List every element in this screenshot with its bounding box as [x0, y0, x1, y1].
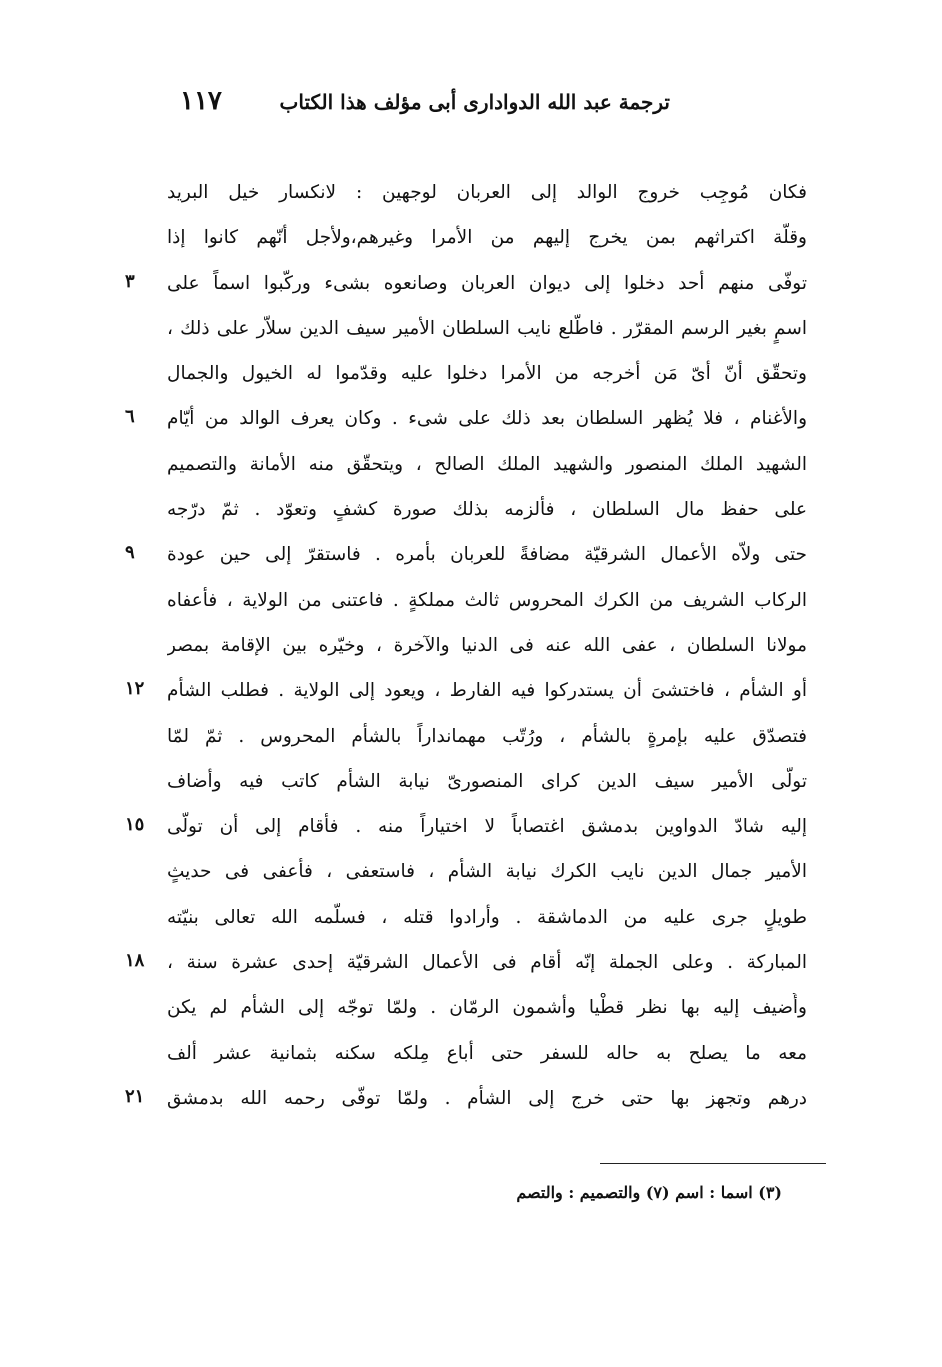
line-number: ٣ [125, 270, 135, 292]
text-line [0, 217, 942, 262]
text-line [0, 670, 942, 715]
line-number: ١٥ [125, 814, 145, 836]
line-text: توفّى منهم أحد دخلوا إلى ديوان العربان وصانعوه بشىء وركّبوا اسماً على [167, 272, 807, 294]
text-line [0, 353, 942, 398]
text-line [0, 444, 942, 489]
text-line [0, 761, 942, 806]
text-line [0, 806, 942, 851]
line-text: حتى ولاّه الأعمال الشرقيّة مضافةً للعربان بأمره . فاستقرّ إلى حين عودة [167, 544, 807, 566]
line-text: فكان مُوجِب خروج الوالد إلى العربان لوجهين : لانكسار خيل البريد [167, 182, 807, 203]
line-text: فتصدّق عليه بإمرةٍ بالشأم ، ورُتّب مهمانداراً بالشأم المحروس . ثمّ لمّا [167, 725, 807, 747]
running-title: ترجمة عبد الله الدوادارى أبى مؤلف هذا الكتاب [279, 90, 670, 114]
text-line [0, 534, 942, 579]
body-text [0, 172, 942, 1123]
line-number: ٢١ [125, 1085, 145, 1107]
text-line [0, 625, 942, 670]
text-line [0, 1078, 942, 1123]
line-text: الأمير جمال الدين نايب الكرك نيابة الشأم ، فاستعفى ، فأُعفى فى حديثٍ [167, 861, 807, 883]
line-text: معه ما يصلح به حاله للسفر حتى أباع مِلكه سكنه بثمانية عشر ألف [167, 1042, 807, 1064]
line-text: أو الشأم ، فاختشىَ أن يستدركوا فيه الفارط ، ويعود إلى الولاية . فطلب الشأم [167, 680, 807, 702]
line-number: ١٨ [125, 950, 145, 972]
line-text: على حفظ مال السلطان ، فألزمه بذلك صورة كشفٍ وتعوّد . ثمّ درّجه [167, 499, 807, 521]
line-text: الشهيد الملك المنصور والشهيد الملك الصالح ، ويتحقّق منه الأمانة والتصميم [167, 453, 807, 475]
line-text: وأُضيف إليه بها نظر قطْيا وأشمون الرمّان . ولمّا توجّه إلى الشأم لم يكن [167, 997, 807, 1019]
text-line [0, 172, 942, 217]
page-header [180, 86, 670, 126]
text-line [0, 716, 942, 761]
line-text: تولّى الأمير سيف الدين كراى المنصورىّ نيابة الشأم كاتب فيه وأضاف [167, 770, 807, 792]
line-text: طويلٍ جرى عليه من الدماشقة . وأرادوا قتله ، فسلّمه الله تعالى بنيّته [167, 906, 807, 928]
text-line [0, 263, 942, 308]
line-text: وقلّة اكتراثهم بمن يخرج إليهم من الأمرا وغيرهم،ولأجل أنّهم كانوا إذا [167, 227, 807, 249]
text-line [0, 580, 942, 625]
text-line [0, 851, 942, 896]
line-text: درهم وتجهز بها حتى خرج إلى الشأم . ولمّا توفّى رحمه الله بدمشق [167, 1087, 807, 1109]
text-line [0, 489, 942, 534]
line-number: ١٢ [125, 678, 145, 700]
footnote-divider [600, 1163, 826, 1164]
line-text: مولانا السلطان ، عفى الله عنه فى الدنيا والآخرة ، وخيّره بين الإقامة بمصر [167, 634, 807, 656]
text-line [0, 398, 942, 443]
page-number: ١١٧ [180, 86, 222, 116]
line-number: ٩ [125, 542, 135, 564]
line-text: المباركة . وعلى الجملة إنّه أقام فى الأعمال الشرقيّة إحدى عشرة سنة ، [167, 952, 807, 974]
line-text: الركاب الشريف من الكرك المحروس ثالث مملكةٍ . فاعتنى من الولاية ، فأعفاه [167, 589, 807, 611]
line-text: وتحقّق أنّ أىّ مَن أخرجه من الأمرا دخلوا عليه وقدّموا له الخيول والجمال [167, 363, 807, 385]
text-line [0, 308, 942, 353]
line-number: ٦ [125, 406, 135, 428]
line-text: إليه شادّ الدواوين بدمشق اغتصاباً لا اختياراً منه . فأقام إلى أن تولّى [167, 816, 807, 838]
line-text: اسمٍ بغير الرسم المقرّر . فاطّلع نايب السلطان الأمير سيف الدين سلاّر على ذلك ، [167, 317, 807, 339]
text-line [0, 897, 942, 942]
footnote: (٣) اسما : اسم (٧) والتصميم : والتصم [516, 1183, 782, 1202]
text-line [0, 987, 942, 1032]
text-line [0, 942, 942, 987]
line-text: والأغنام ، فلا يُظهر السلطان بعد ذلك على شىء . وكان يعرف الوالد من أيّام [167, 408, 807, 430]
text-line [0, 1033, 942, 1078]
